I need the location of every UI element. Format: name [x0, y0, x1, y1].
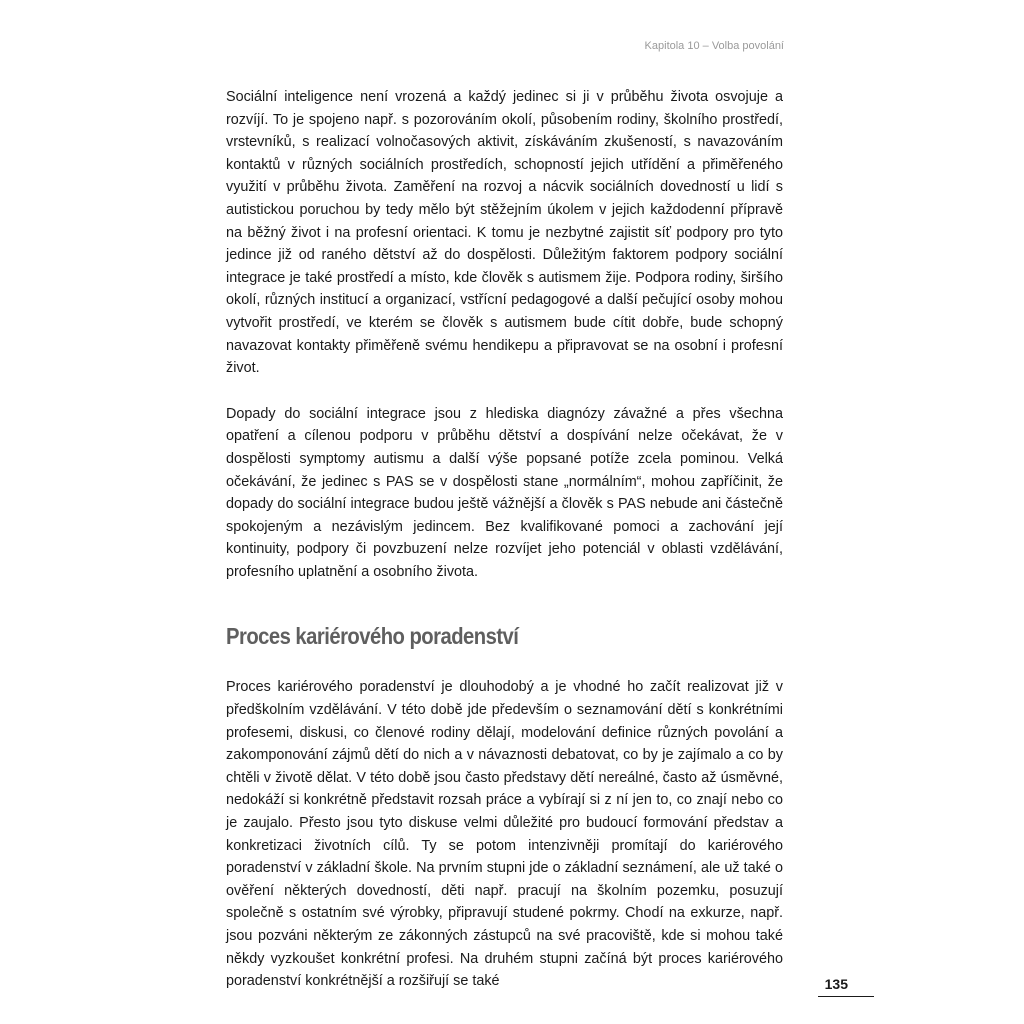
body-paragraph-2: Dopady do sociální integrace jsou z hlediska diagnózy závažné a přes všechna opatření a cílenou podporu v průběhu dětství a dospívání nelze očekávat, že v dospělosti symptomy autismu a další výše popsané potíže zcela pominou. Velká očekávání, že jedinec s PAS se v dospělosti stane „normálním“, mohou zapříčinit, že dopady do sociální integrace budou ještě vážnější a člověk s PAS nebude ani částečně spokojeným a nezávislým jedincem. Bez kvalifikované pomoci a zachování její kontinuity, podpory či povzbuzení nelze rozvíjet jeho potenciál v oblasti vzdělávání, profesního uplatnění a osobního života. — [226, 405, 783, 580]
page-number: 135 — [824, 976, 848, 992]
body-paragraph-1: Sociální inteligence není vrozená a každý jedinec si ji v průběhu života osvojuje a rozvíjí. To je spojeno např. s pozorováním okolí, působením rodiny, školního prostředí, vrstevníků, s realizací volnočasových aktivit, získáváním zkušeností, s navazováním kontaktů v různých sociálních prostředích, schopností jejich utřídění a přiměřeného využití v průběhu života. Zaměření na rozvoj a nácvik sociálních dovedností u lidí s autistickou poruchou by tedy mělo být stěžejním úkolem v jejich každodenní přípravě na běžný život i na profesní orientaci. K tomu je nezbytné zajistit síť podpory pro tyto jedince již od raného dětství až do dospělosti. Důležitým faktorem podpory sociální integrace je také prostředí a místo, kde člověk s autismem žije. Podpora rodiny, širšího okolí, různých institucí a organizací, vstřícní pedagogové a další pečující osoby mohou vytvořit prostředí, ve kterém se člověk s autismem bude cítit dobře, bude schopný navazovat kontakty přiměřeně svému hendikepu a připravovat se na osobní i profesní život. — [226, 89, 783, 377]
section-paragraph: Proces kariérového poradenství je dlouhodobý a je vhodné ho začít realizovat již v předškolním vzdělávání. V této době jde především o seznamování dětí s konkrétními profesemi, diskusi, co členové rodiny dělají, modelování definice různých povolání a zakomponování zájmů dětí do nich a v návaznosti debatovat, co by je zajímalo a co by chtěli v životě dělat. V této době jsou často představy dětí nereálné, často až úsměvné, nedokáží si konkrétně představit rozsah práce a vybírají si z ní jen to, co znají nebo co je zaujalo. Přesto jsou tyto diskuse velmi důležité pro budoucí formování představ a konkretizaci životních cílů. Ty se potom intenzivněji promítají do kariérového poradenství v základní škole. Na prvním stupni jde o základní seznámení, ale už také o ověření některých dovedností, děti např. pracují na školním pozemku, posuzují společně s ostatním své výrobky, připravují studené pokrmy. Chodí na exkurze, např. jsou pozváni některým ze zákonných zástupců na své pracoviště, kde si mohou také někdy vyzkoušet konkrétní profesi. Na druhém stupni začíná být proces kariérového poradenství konkrétnější a rozšiřují se také — [226, 679, 783, 990]
section-heading: Proces kariérového poradenství — [226, 623, 519, 650]
running-head: Kapitola 10 – Volba povolání — [644, 40, 784, 52]
page-body — [226, 86, 783, 993]
page-number-rule — [818, 996, 874, 997]
